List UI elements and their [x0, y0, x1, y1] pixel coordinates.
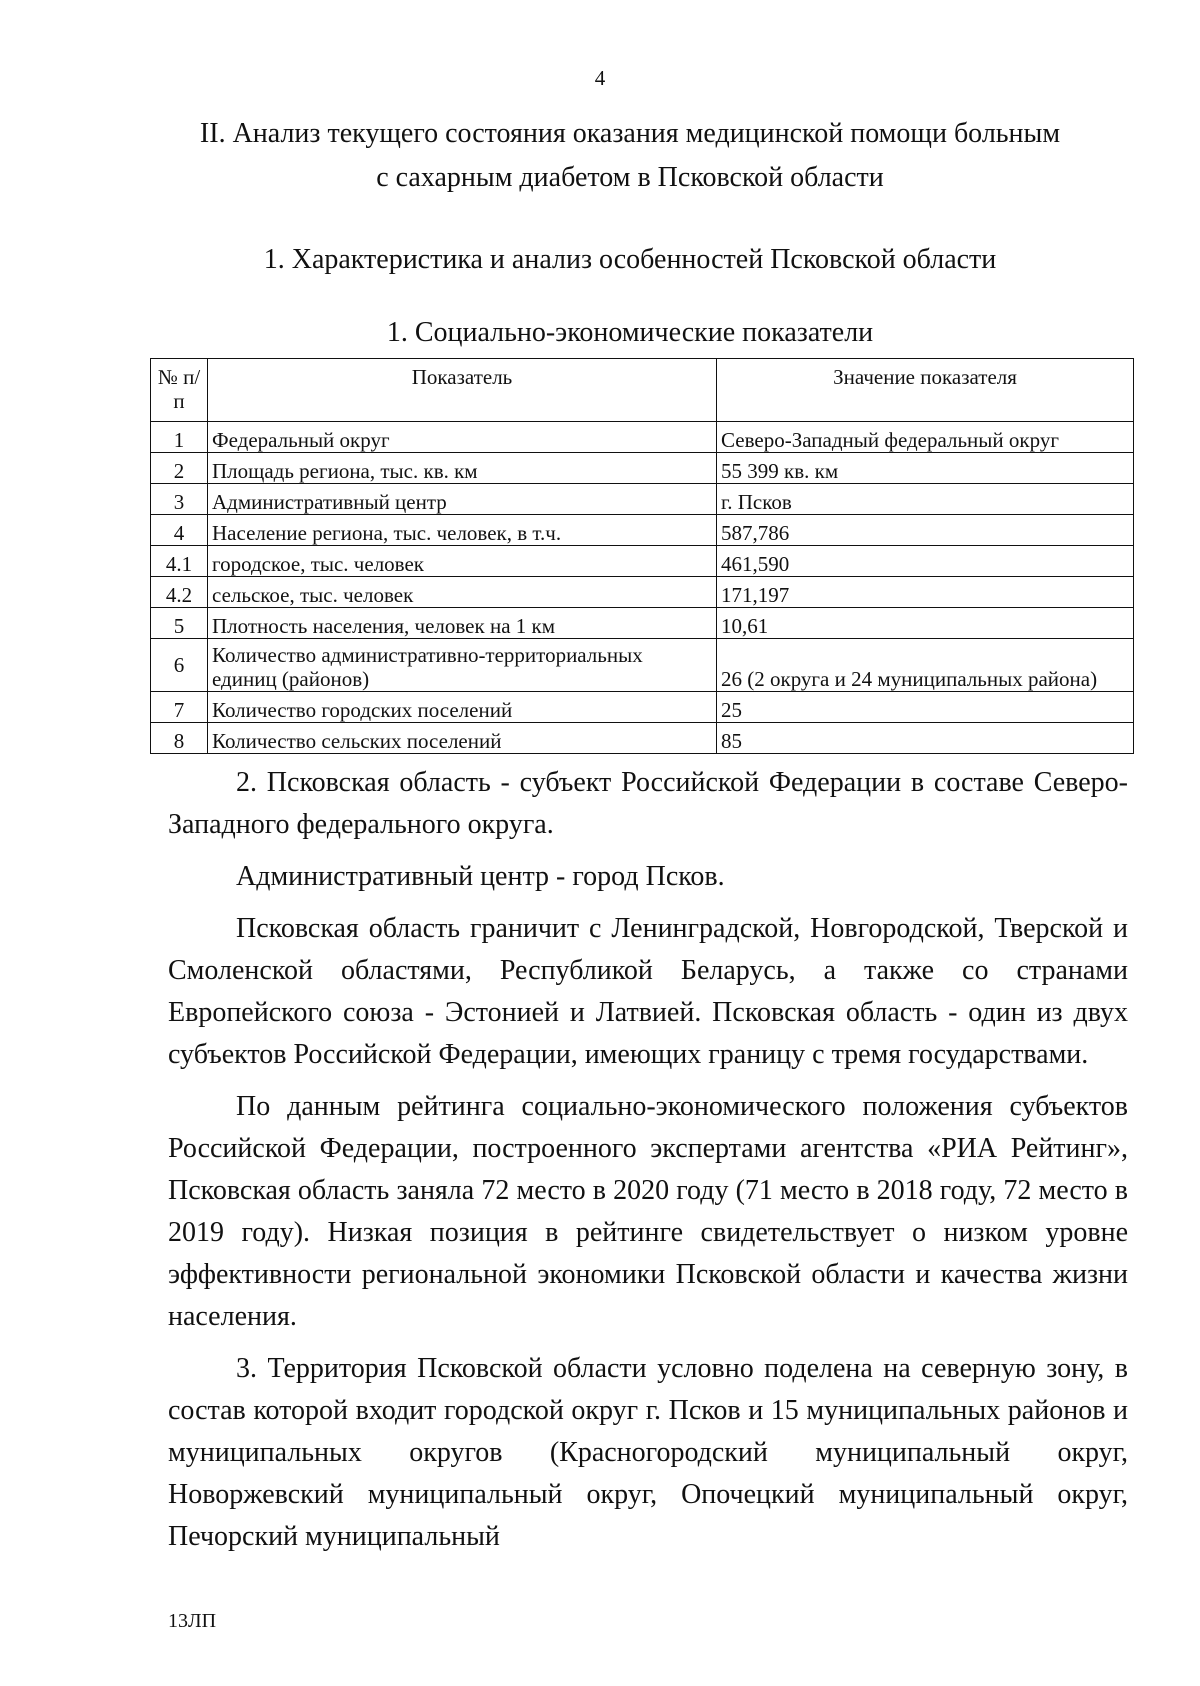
row-number: 4.1 — [151, 546, 208, 577]
row-indicator: городское, тыс. человек — [208, 546, 717, 577]
paragraph: По данным рейтинга социально-экономического положения субъектов Российской Федерации, построенного экспертами агентства «РИА Рейтинг», Псковская область заняла 72 место в 2020 году (71 место в 2018 году, 72 место в 2019 году). Низкая позиция в рейтинге свидетельствует о низком уровне эффективности региональной экономики Псковской области и качества жизни населения. — [168, 1091, 1128, 1332]
row-value: 587,786 — [717, 515, 1134, 546]
row-indicator: Количество административно-территориальных единиц (районов) — [208, 639, 717, 692]
table-row — [151, 546, 1134, 577]
paragraph: Административный центр - город Псков. — [236, 861, 725, 892]
row-indicator: Население региона, тыс. человек, в т.ч. — [208, 515, 717, 546]
row-number: 6 — [151, 639, 208, 692]
row-value: г. Псков — [717, 484, 1134, 515]
row-indicator: Плотность населения, человек на 1 км — [208, 608, 717, 639]
row-value: 461,590 — [717, 546, 1134, 577]
row-number: 4 — [151, 515, 208, 546]
row-number: 2 — [151, 453, 208, 484]
row-value: 85 — [717, 723, 1134, 754]
row-number: 3 — [151, 484, 208, 515]
row-number: 8 — [151, 723, 208, 754]
row-value: 55 399 кв. км — [717, 453, 1134, 484]
table-row — [151, 515, 1134, 546]
row-indicator: Площадь региона, тыс. кв. км — [208, 453, 717, 484]
row-number: 1 — [151, 422, 208, 453]
row-value: 171,197 — [717, 577, 1134, 608]
section-title-line-2: с сахарным диабетом в Псковской области — [376, 162, 884, 193]
table-row — [151, 422, 1134, 453]
row-indicator: Количество сельских поселений — [208, 723, 717, 754]
row-number: 4.2 — [151, 577, 208, 608]
table-row — [151, 639, 1134, 692]
section-title-line-1: II. Анализ текущего состояния оказания медицинской помощи больным — [199, 118, 1061, 149]
socio-economic-indicators-table — [150, 358, 1134, 754]
row-number: 7 — [151, 692, 208, 723]
row-indicator: Административный центр — [208, 484, 717, 515]
row-value: 26 (2 округа и 24 муниципальных района) — [717, 639, 1134, 692]
paragraph: 2. Псковская область - субъект Российской Федерации в составе Северо-Западного федерального округа. — [168, 767, 1128, 840]
section-title — [150, 112, 1110, 200]
table-row — [151, 577, 1134, 608]
document-code: 13ЛП — [168, 1610, 217, 1632]
paragraph: 3. Территория Псковской области условно поделена на северную зону, в состав которой входит городской округ г. Псков и 15 муниципальных районов и муниципальных округов (Красногородский муниципальный округ, Новоржевский муниципальный округ, Опочецкий муниципальный округ, Печорский муниципальный — [168, 1353, 1128, 1552]
body-text — [168, 762, 1128, 1558]
table-row — [151, 692, 1134, 723]
header-indicator: Показатель — [208, 359, 717, 422]
row-value: Северо-Западный федеральный округ — [717, 422, 1134, 453]
paragraph: Псковская область граничит с Ленинградской, Новгородской, Тверской и Смоленской областями, Республикой Беларусь, а также со странами Европейского союза - Эстонией и Латвией. Псковская область - один из двух субъектов Российской Федерации, имеющих границу с тремя государствами. — [168, 913, 1128, 1070]
table-row — [151, 453, 1134, 484]
subsection-title: 1. Характеристика и анализ особенностей Псковской области — [263, 244, 997, 275]
row-indicator: сельское, тыс. человек — [208, 577, 717, 608]
table-row — [151, 484, 1134, 515]
row-number: 5 — [151, 608, 208, 639]
table-row — [151, 723, 1134, 754]
row-value: 10,61 — [717, 608, 1134, 639]
row-indicator: Федеральный округ — [208, 422, 717, 453]
row-indicator: Количество городских поселений — [208, 692, 717, 723]
header-number: № п/п — [151, 359, 208, 422]
table-title: 1. Социально-экономические показатели — [386, 317, 874, 348]
table-header-row — [151, 359, 1134, 422]
header-value: Значение показателя — [717, 359, 1134, 422]
row-value: 25 — [717, 692, 1134, 723]
table-row — [151, 608, 1134, 639]
page-number: 4 — [594, 66, 606, 90]
